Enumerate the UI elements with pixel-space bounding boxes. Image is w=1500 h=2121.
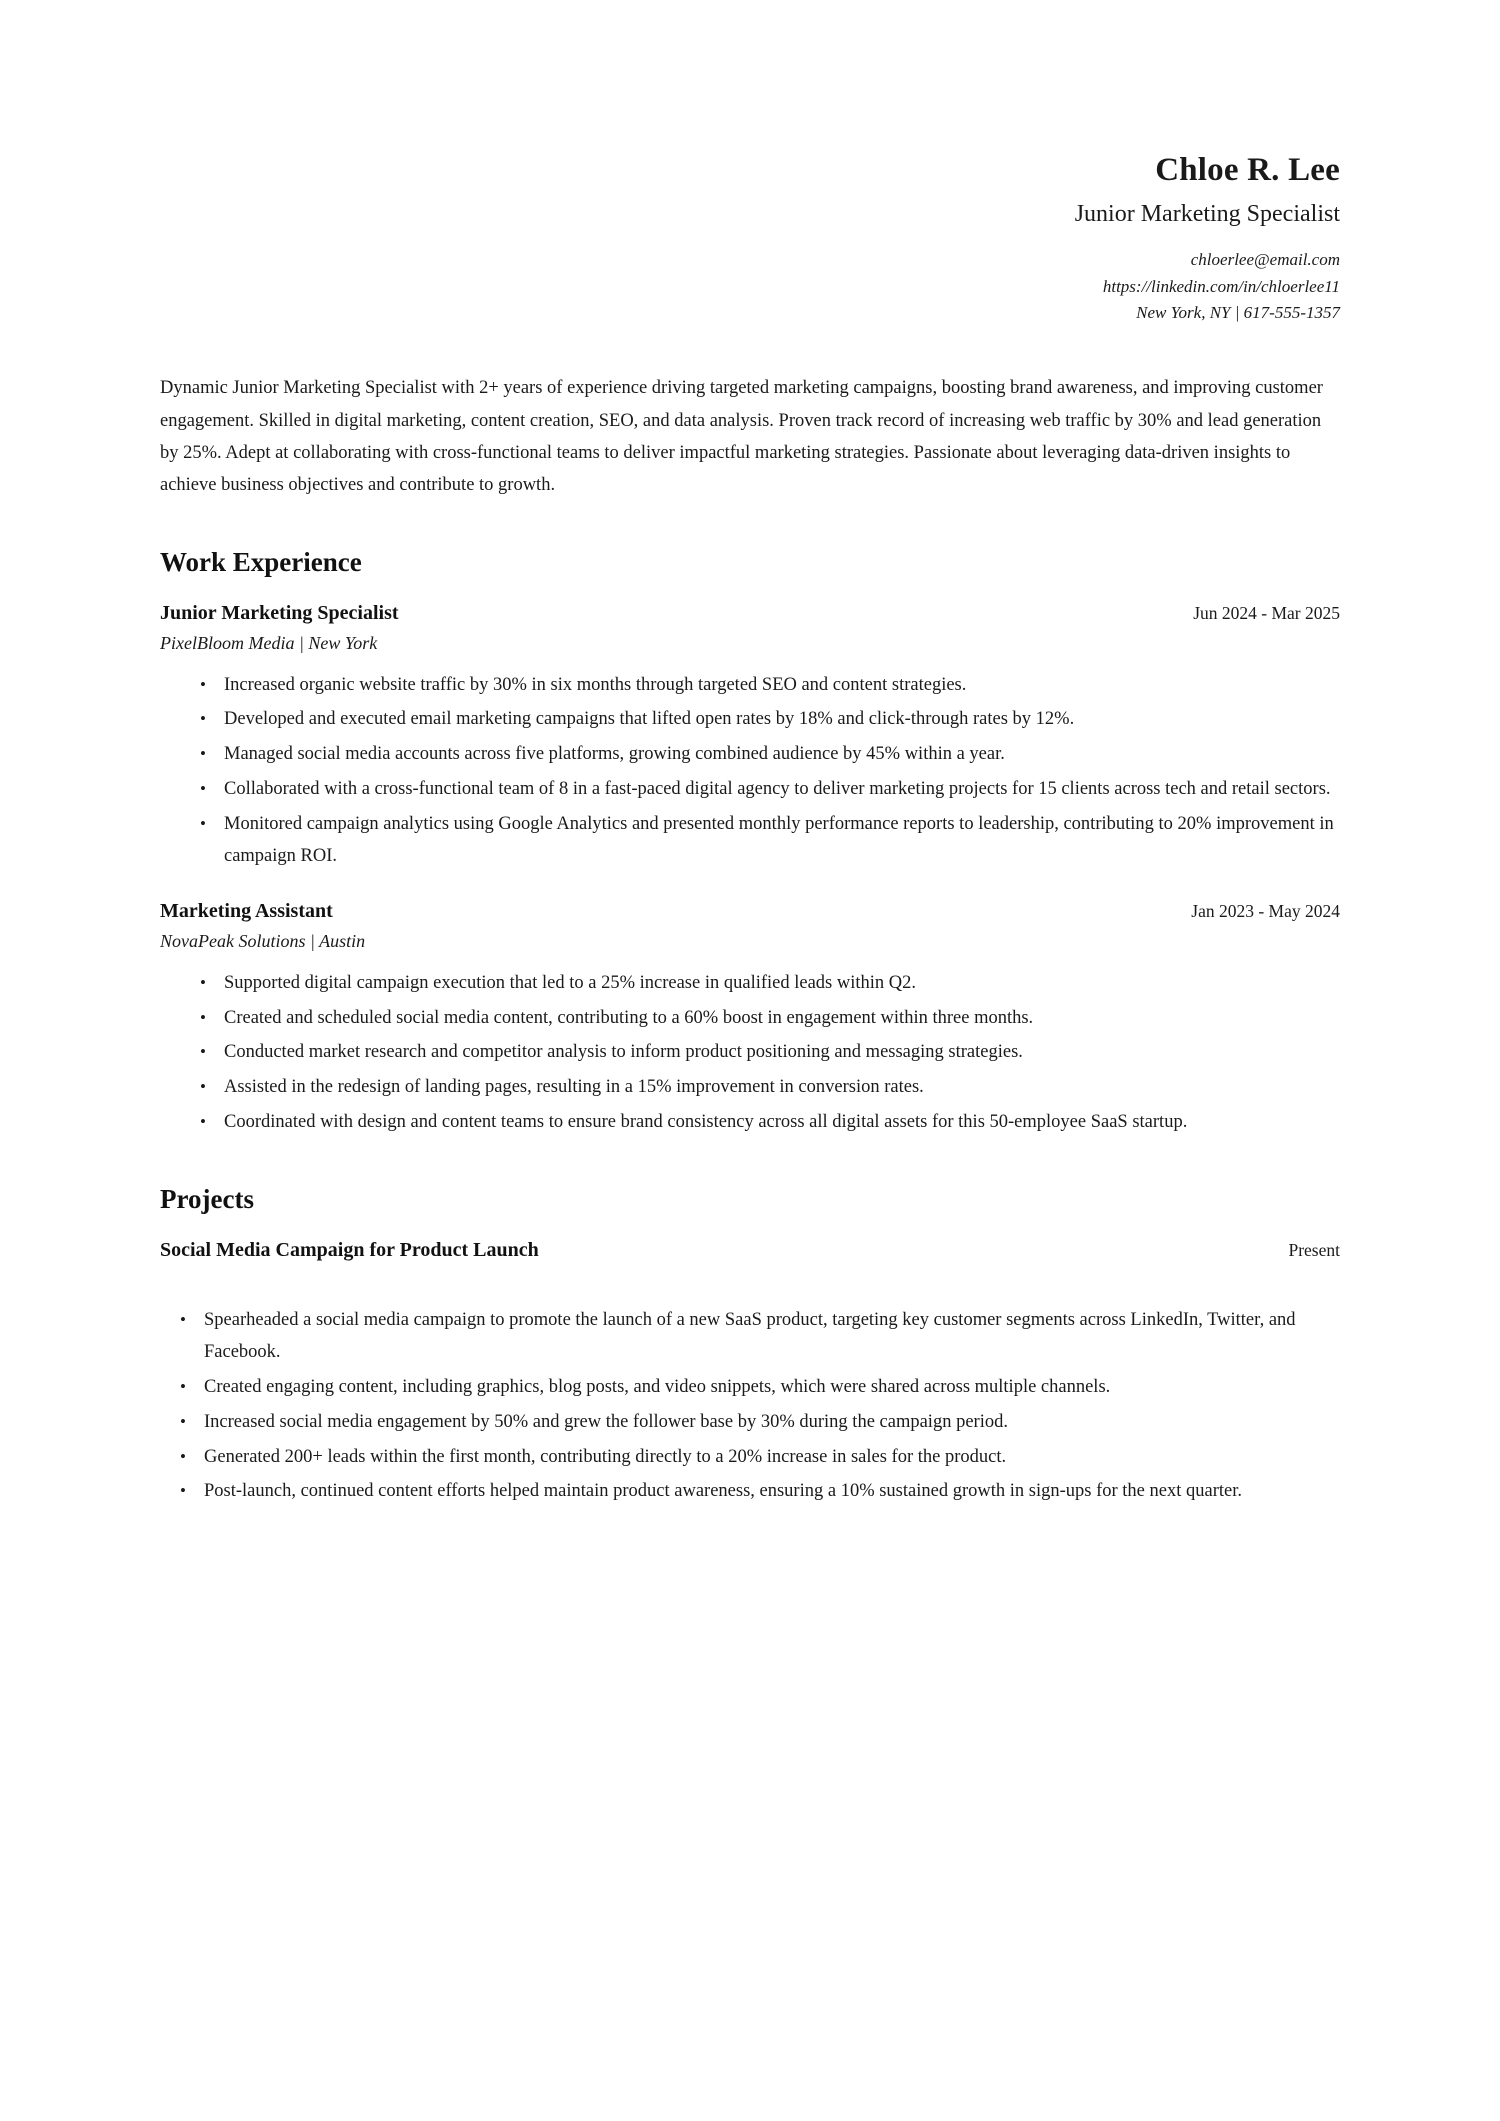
work-entry-bullets <box>160 670 1340 873</box>
work-entry-head <box>160 600 1340 626</box>
section-title-work: Work Experience <box>160 546 362 577</box>
list-item: • Spearheaded a social media campaign to promote the launch of a new SaaS product, targeting key customer segments across LinkedIn, Twitter, and Facebook. <box>202 1305 1340 1369</box>
section-projects <box>160 1183 1340 1508</box>
list-item: • Collaborated with a cross-functional team of 8 in a fast-paced digital agency to deliver marketing projects for 15 clients across tech and retail sectors. <box>222 774 1340 806</box>
work-entry-role: Marketing Assistant <box>160 900 333 923</box>
work-entry <box>160 898 1340 1138</box>
list-item: • Supported digital campaign execution that led to a 25% increase in qualified leads within Q2. <box>222 968 1340 1000</box>
work-entry-role: Junior Marketing Specialist <box>160 602 399 625</box>
work-entry <box>160 600 1340 872</box>
resume-header <box>160 150 1340 326</box>
project-spacer <box>160 1263 1340 1291</box>
candidate-title: Junior Marketing Specialist <box>1074 201 1340 228</box>
contact-location-phone: New York, NY | 617-555-1357 <box>1136 302 1340 322</box>
contact-linkedin[interactable]: https://linkedin.com/in/chloerlee11 <box>1102 276 1340 296</box>
candidate-name: Chloe R. Lee <box>1155 152 1340 188</box>
work-entry-org: PixelBloom Media | New York <box>160 633 378 654</box>
list-item: • Managed social media accounts across five platforms, growing combined audience by 45% within a year. <box>222 739 1340 771</box>
list-item: • Created engaging content, including graphics, blog posts, and video snippets, which were shared across multiple channels. <box>202 1372 1340 1404</box>
project-entry <box>160 1237 1340 1508</box>
section-title-projects: Projects <box>160 1183 254 1214</box>
section-work-experience <box>160 546 1340 1139</box>
work-entry-org: NovaPeak Solutions | Austin <box>160 931 366 952</box>
list-item: • Monitored campaign analytics using Google Analytics and presented monthly performance reports to leadership, contributing to 20% improvement in campaign ROI. <box>222 809 1340 873</box>
list-item: • Coordinated with design and content teams to ensure brand consistency across all digital assets for this 50-employee SaaS startup. <box>222 1107 1340 1139</box>
list-item: • Created and scheduled social media content, contributing to a 60% boost in engagement within three months. <box>222 1003 1340 1035</box>
list-item: • Conducted market research and competitor analysis to inform product positioning and messaging strategies. <box>222 1037 1340 1069</box>
work-entry-dates: Jun 2024 - Mar 2025 <box>1193 603 1340 624</box>
list-item: • Increased organic website traffic by 30% in six months through targeted SEO and content strategies. <box>222 670 1340 702</box>
project-entry-head <box>160 1237 1340 1263</box>
professional-summary: Dynamic Junior Marketing Specialist with 2+ years of experience driving targeted marketing campaigns, boosting brand awareness, and improving customer engagement. Skilled in digital marketing, content creation, SEO, and data analysis. Proven track record of increasing web traffic by 30% and lead generation by 25%. Adept at collaborating with cross-functional teams to deliver impactful marketing strategies. Passionate about leveraging data-driven insights to achieve business objectives and contribute to growth. <box>160 378 1323 496</box>
project-entry-bullets <box>160 1305 1340 1508</box>
contact-email: chloerlee@email.com <box>1190 250 1340 270</box>
list-item: • Generated 200+ leads within the first month, contributing directly to a 20% increase in sales for the product. <box>202 1442 1340 1474</box>
list-item: • Developed and executed email marketing campaigns that lifted open rates by 18% and click-through rates by 12%. <box>222 704 1340 736</box>
project-entry-title: Social Media Campaign for Product Launch <box>160 1239 539 1262</box>
list-item: • Increased social media engagement by 50% and grew the follower base by 30% during the campaign period. <box>202 1407 1340 1439</box>
work-entry-dates: Jan 2023 - May 2024 <box>1191 901 1340 922</box>
list-item: • Post-launch, continued content efforts helped maintain product awareness, ensuring a 10% sustained growth in sign-ups for the next quarter. <box>202 1476 1340 1508</box>
list-item: • Assisted in the redesign of landing pages, resulting in a 15% improvement in conversion rates. <box>222 1072 1340 1104</box>
work-entry-head <box>160 898 1340 924</box>
project-entry-dates: Present <box>1288 1240 1340 1261</box>
work-entry-bullets <box>160 968 1340 1139</box>
